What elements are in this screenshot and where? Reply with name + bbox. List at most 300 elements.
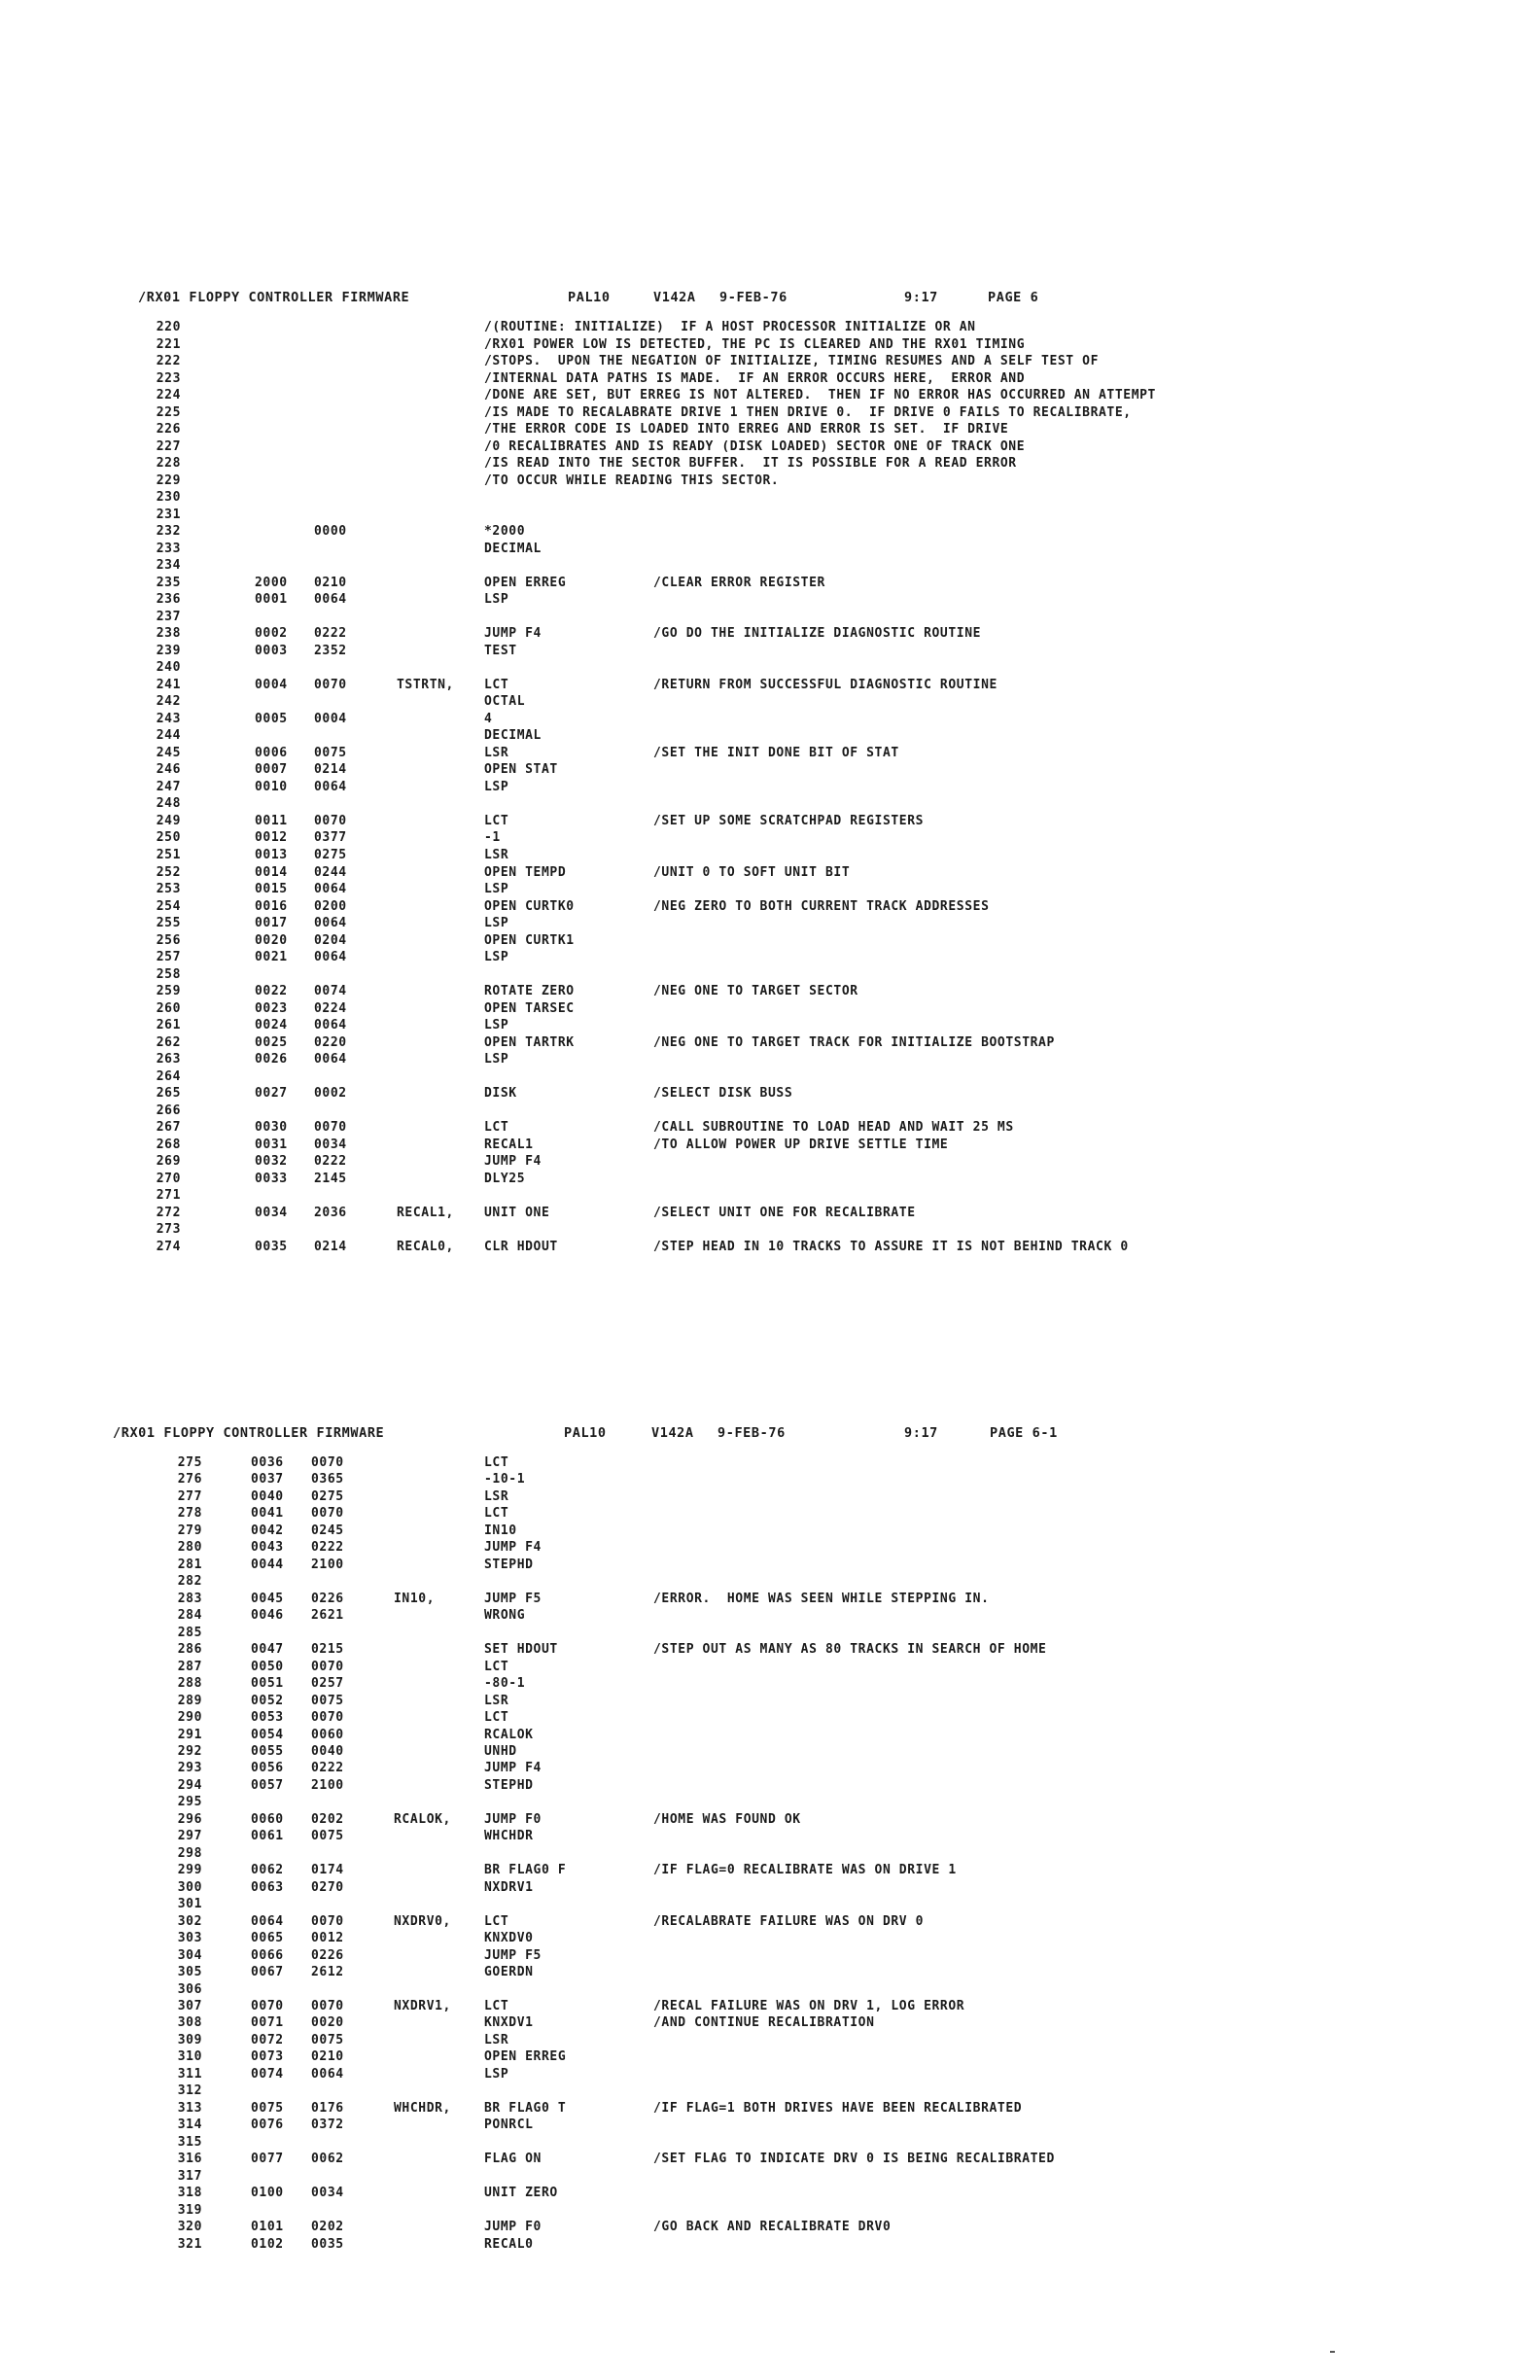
label: WHCHDR, bbox=[394, 2100, 451, 2116]
listing-line bbox=[0, 1239, 1540, 1256]
code: /IS READ INTO THE SECTOR BUFFER. IT IS POSSIBLE FOR A READ ERROR bbox=[484, 456, 1017, 472]
octal-value: 0176 bbox=[311, 2100, 344, 2116]
line-number: 280 bbox=[177, 1540, 202, 1556]
location: 0030 bbox=[255, 1120, 288, 1136]
code: LSP bbox=[484, 779, 509, 794]
listing-line bbox=[0, 336, 1540, 354]
listing-line bbox=[0, 1930, 1540, 1946]
line-number: 273 bbox=[156, 1222, 181, 1238]
code: LSR bbox=[484, 1693, 509, 1708]
line-number: 223 bbox=[156, 370, 181, 386]
listing-line bbox=[0, 2168, 1540, 2185]
line-number: 239 bbox=[156, 643, 181, 658]
octal-value: 0064 bbox=[314, 950, 347, 965]
octal-value: 0275 bbox=[311, 1488, 344, 1504]
line-number: 314 bbox=[177, 2118, 202, 2133]
line-number: 303 bbox=[177, 1931, 202, 1946]
octal-value: 0070 bbox=[311, 1506, 344, 1522]
code: LSP bbox=[484, 2066, 509, 2082]
listing-line bbox=[0, 779, 1540, 796]
comment: /NEG ONE TO TARGET TRACK FOR INITIALIZE BOOTSTRAP bbox=[653, 1034, 1055, 1050]
code: BR FLAG0 T bbox=[484, 2100, 567, 2116]
listing-line bbox=[0, 1913, 1540, 1930]
octal-value: 0075 bbox=[311, 1693, 344, 1708]
listing-line bbox=[0, 2014, 1540, 2031]
location: 0071 bbox=[251, 2015, 284, 2031]
comment: /RECAL FAILURE WAS ON DRV 1, LOG ERROR bbox=[653, 1999, 965, 2013]
line-number: 229 bbox=[156, 472, 181, 488]
listing-line bbox=[0, 438, 1540, 456]
location: 0025 bbox=[255, 1034, 288, 1050]
code: LCT bbox=[484, 1913, 509, 1929]
listing-line bbox=[0, 1659, 1540, 1675]
listing-line bbox=[0, 1522, 1540, 1539]
octal-value: 0075 bbox=[311, 1829, 344, 1844]
listing-title: /RX01 FLOPPY CONTROLLER FIRMWARE bbox=[138, 290, 410, 305]
comment: /IF FLAG=1 BOTH DRIVES HAVE BEEN RECALIBRATED bbox=[653, 2100, 1023, 2116]
code: /RX01 POWER LOW IS DETECTED, THE PC IS CLEARED AND THE RX01 TIMING bbox=[484, 336, 1026, 352]
code: /0 RECALIBRATES AND IS READY (DISK LOADED) SECTOR ONE OF TRACK ONE bbox=[484, 438, 1026, 454]
code: LSR bbox=[484, 745, 509, 760]
line-number: 232 bbox=[156, 524, 181, 540]
octal-value: 2352 bbox=[314, 643, 347, 658]
line-number: 263 bbox=[156, 1052, 181, 1068]
listing-time: 9:17 bbox=[904, 1425, 938, 1441]
listing-line bbox=[0, 2032, 1540, 2048]
listing-line bbox=[0, 1981, 1540, 1998]
line-number: 300 bbox=[177, 1879, 202, 1895]
line-number: 309 bbox=[177, 2032, 202, 2048]
listing-line bbox=[0, 1777, 1540, 1794]
line-number: 224 bbox=[156, 388, 181, 403]
listing-date: 9-FEB-76 bbox=[719, 290, 788, 305]
listing-line bbox=[0, 353, 1540, 370]
octal-value: 0064 bbox=[314, 882, 347, 897]
comment: /SET FLAG TO INDICATE DRV 0 IS BEING RECALIBRATED bbox=[653, 2152, 1055, 2167]
listing-line bbox=[0, 643, 1540, 660]
code: UNHD bbox=[484, 1743, 517, 1759]
line-number: 237 bbox=[156, 609, 181, 624]
octal-value: 0070 bbox=[314, 813, 347, 828]
code: RECAL1 bbox=[484, 1137, 534, 1152]
listing-line bbox=[0, 898, 1540, 916]
octal-value: 0275 bbox=[314, 847, 347, 862]
listing-line bbox=[0, 813, 1540, 830]
line-number: 320 bbox=[177, 2220, 202, 2235]
listing-line bbox=[0, 983, 1540, 1000]
line-number: 240 bbox=[156, 660, 181, 676]
listing-line bbox=[0, 404, 1540, 422]
listing-line bbox=[0, 1137, 1540, 1154]
code: IN10 bbox=[484, 1522, 517, 1538]
code: LCT bbox=[484, 1659, 509, 1674]
line-number: 276 bbox=[177, 1472, 202, 1488]
octal-value: 2145 bbox=[314, 1171, 347, 1186]
listing-line bbox=[0, 1998, 1540, 2014]
location: 0003 bbox=[255, 643, 288, 658]
listing-line bbox=[0, 829, 1540, 847]
line-number: 243 bbox=[156, 711, 181, 726]
code: -80-1 bbox=[484, 1676, 526, 1692]
listing-line bbox=[0, 1488, 1540, 1505]
line-number: 250 bbox=[156, 830, 181, 846]
listing-line bbox=[0, 1727, 1540, 1743]
octal-value: 0214 bbox=[314, 762, 347, 778]
listing-line bbox=[0, 1000, 1540, 1018]
code: KNXDV0 bbox=[484, 1931, 534, 1946]
code: STEPHD bbox=[484, 1557, 534, 1572]
line-number: 319 bbox=[177, 2202, 202, 2218]
assembler-version: V142A bbox=[653, 290, 696, 305]
listing-line bbox=[0, 609, 1540, 626]
listing-line bbox=[0, 2082, 1540, 2099]
octal-value: 0224 bbox=[314, 1000, 347, 1016]
code: DECIMAL bbox=[484, 728, 542, 744]
listing-line bbox=[0, 2117, 1540, 2133]
octal-value: 0002 bbox=[314, 1086, 347, 1102]
code: JUMP F4 bbox=[484, 626, 542, 642]
line-number: 287 bbox=[177, 1659, 202, 1674]
code: LSP bbox=[484, 916, 509, 931]
line-number: 234 bbox=[156, 558, 181, 574]
octal-value: 0062 bbox=[311, 2152, 344, 2167]
location: 0007 bbox=[255, 762, 288, 778]
code: GOERDN bbox=[484, 1965, 534, 1980]
octal-value: 0000 bbox=[314, 524, 347, 540]
line-number: 286 bbox=[177, 1642, 202, 1658]
listing-line bbox=[0, 1221, 1540, 1239]
location: 0102 bbox=[251, 2236, 284, 2252]
octal-value: 0204 bbox=[314, 932, 347, 948]
location: 0024 bbox=[255, 1018, 288, 1033]
octal-value: 0202 bbox=[311, 2220, 344, 2235]
line-number: 253 bbox=[156, 882, 181, 897]
listing-line bbox=[0, 1034, 1540, 1052]
code: TEST bbox=[484, 643, 517, 658]
line-number: 254 bbox=[156, 898, 181, 914]
line-number: 315 bbox=[177, 2134, 202, 2150]
location: 0013 bbox=[255, 847, 288, 862]
listing-line bbox=[0, 711, 1540, 728]
location: 0021 bbox=[255, 950, 288, 965]
code: OPEN ERREG bbox=[484, 575, 567, 590]
listing-line bbox=[0, 659, 1540, 677]
listing-line bbox=[0, 387, 1540, 404]
code: 4 bbox=[484, 711, 493, 726]
line-number: 296 bbox=[177, 1811, 202, 1827]
code: LCT bbox=[484, 1710, 509, 1726]
line-number: 316 bbox=[177, 2152, 202, 2167]
label: IN10, bbox=[394, 1591, 436, 1606]
line-number: 278 bbox=[177, 1506, 202, 1522]
line-number: 313 bbox=[177, 2100, 202, 2116]
listing-line bbox=[0, 1828, 1540, 1844]
location: 0070 bbox=[251, 1999, 284, 2013]
line-number: 301 bbox=[177, 1897, 202, 1912]
listing-line bbox=[0, 677, 1540, 694]
location: 0022 bbox=[255, 984, 288, 999]
line-number: 302 bbox=[177, 1913, 202, 1929]
line-number: 282 bbox=[177, 1574, 202, 1590]
line-number: 299 bbox=[177, 1863, 202, 1878]
code: JUMP F5 bbox=[484, 1591, 542, 1606]
location: 0050 bbox=[251, 1659, 284, 1674]
octal-value: 0020 bbox=[311, 2015, 344, 2031]
location: 0010 bbox=[255, 779, 288, 794]
comment: /RETURN FROM SUCCESSFUL DIAGNOSTIC ROUTINE bbox=[653, 677, 998, 692]
listing-line bbox=[0, 421, 1540, 438]
location: 0016 bbox=[255, 898, 288, 914]
line-number: 248 bbox=[156, 796, 181, 812]
line-number: 242 bbox=[156, 694, 181, 710]
location: 0043 bbox=[251, 1540, 284, 1556]
line-number: 277 bbox=[177, 1488, 202, 1504]
code: DLY25 bbox=[484, 1171, 526, 1186]
code: LCT bbox=[484, 813, 509, 828]
code: SET HDOUT bbox=[484, 1642, 558, 1658]
listing-line bbox=[0, 1205, 1540, 1222]
octal-value: 2621 bbox=[311, 1608, 344, 1624]
code: PONRCL bbox=[484, 2118, 534, 2133]
listing-line bbox=[0, 1641, 1540, 1658]
octal-value: 0070 bbox=[314, 1120, 347, 1136]
listing-line bbox=[0, 881, 1540, 898]
code: /TO OCCUR WHILE READING THIS SECTOR. bbox=[484, 472, 780, 488]
line-number: 264 bbox=[156, 1068, 181, 1084]
listing-line bbox=[0, 472, 1540, 490]
code: LSR bbox=[484, 847, 509, 862]
octal-value: 2100 bbox=[311, 1777, 344, 1793]
code: /DONE ARE SET, BUT ERREG IS NOT ALTERED. THEN IF NO ERROR HAS OCCURRED AN ATTEMPT bbox=[484, 388, 1156, 403]
octal-value: 0070 bbox=[314, 677, 347, 692]
location: 0042 bbox=[251, 1522, 284, 1538]
listing-line bbox=[0, 1811, 1540, 1828]
code: LSP bbox=[484, 1018, 509, 1033]
code: OPEN CURTK1 bbox=[484, 932, 575, 948]
comment: /STEP OUT AS MANY AS 80 TRACKS IN SEARCH OF HOME bbox=[653, 1642, 1047, 1658]
line-number: 311 bbox=[177, 2066, 202, 2082]
octal-value: 0034 bbox=[311, 2186, 344, 2201]
code: RCALOK bbox=[484, 1727, 534, 1742]
listing-line bbox=[0, 541, 1540, 558]
octal-value: 0174 bbox=[311, 1863, 344, 1878]
location: 0023 bbox=[255, 1000, 288, 1016]
listing-rows bbox=[0, 1454, 1540, 2253]
comment: /RECALABRATE FAILURE WAS ON DRV 0 bbox=[653, 1913, 925, 1929]
listing-date: 9-FEB-76 bbox=[718, 1425, 786, 1441]
location: 0051 bbox=[251, 1676, 284, 1692]
code: -10-1 bbox=[484, 1472, 526, 1488]
location: 0075 bbox=[251, 2100, 284, 2116]
comment: /SELECT DISK BUSS bbox=[653, 1086, 793, 1102]
line-number: 308 bbox=[177, 2015, 202, 2031]
listing-line bbox=[0, 1896, 1540, 1912]
octal-value: 0064 bbox=[314, 1018, 347, 1033]
line-number: 274 bbox=[156, 1239, 181, 1254]
listing-line bbox=[0, 795, 1540, 813]
listing-line bbox=[0, 1743, 1540, 1760]
line-number: 295 bbox=[177, 1795, 202, 1810]
location: 0026 bbox=[255, 1052, 288, 1068]
octal-value: 0074 bbox=[314, 984, 347, 999]
line-number: 279 bbox=[177, 1522, 202, 1538]
location: 0060 bbox=[251, 1811, 284, 1827]
line-number: 252 bbox=[156, 864, 181, 880]
line-number: 310 bbox=[177, 2049, 202, 2065]
octal-value: 0075 bbox=[311, 2032, 344, 2048]
listing-line bbox=[0, 2151, 1540, 2167]
location: 0065 bbox=[251, 1931, 284, 1946]
code: LCT bbox=[484, 1999, 509, 2013]
octal-value: 0070 bbox=[311, 1710, 344, 1726]
code: LCT bbox=[484, 677, 509, 692]
line-number: 245 bbox=[156, 745, 181, 760]
octal-value: 0075 bbox=[314, 745, 347, 760]
label: NXDRV1, bbox=[394, 1999, 451, 2013]
line-number: 233 bbox=[156, 541, 181, 556]
location: 0036 bbox=[251, 1455, 284, 1470]
listing-line bbox=[0, 2185, 1540, 2201]
line-number: 231 bbox=[156, 507, 181, 522]
comment: /GO DO THE INITIALIZE DIAGNOSTIC ROUTINE bbox=[653, 626, 982, 642]
assembler-name: PAL10 bbox=[568, 290, 611, 305]
listing-line bbox=[0, 370, 1540, 388]
code: LCT bbox=[484, 1455, 509, 1470]
octal-value: 0365 bbox=[311, 1472, 344, 1488]
octal-value: 0202 bbox=[311, 1811, 344, 1827]
octal-value: 0372 bbox=[311, 2118, 344, 2133]
octal-value: 0070 bbox=[311, 1913, 344, 1929]
code: /STOPS. UPON THE NEGATION OF INITIALIZE, TIMING RESUMES AND A SELF TEST OF bbox=[484, 354, 1099, 369]
line-number: 259 bbox=[156, 984, 181, 999]
line-number: 235 bbox=[156, 575, 181, 590]
listing-line bbox=[0, 1947, 1540, 1964]
line-number: 294 bbox=[177, 1777, 202, 1793]
code: LSR bbox=[484, 2032, 509, 2048]
listing-page-6-1 bbox=[0, 1425, 1540, 2253]
listing-line bbox=[0, 591, 1540, 609]
octal-value: 0070 bbox=[311, 1455, 344, 1470]
listing-line bbox=[0, 1693, 1540, 1709]
line-number: 283 bbox=[177, 1591, 202, 1606]
listing-line bbox=[0, 2066, 1540, 2082]
listing-line bbox=[0, 1557, 1540, 1573]
page-speck bbox=[1330, 2351, 1335, 2353]
code: OPEN TARSEC bbox=[484, 1000, 575, 1016]
octal-value: 0064 bbox=[311, 2066, 344, 2082]
code: OPEN ERREG bbox=[484, 2049, 567, 2065]
location: 0035 bbox=[255, 1239, 288, 1254]
line-number: 321 bbox=[177, 2236, 202, 2252]
code: WHCHDR bbox=[484, 1829, 534, 1844]
line-number: 270 bbox=[156, 1171, 181, 1186]
comment: /GO BACK AND RECALIBRATE DRV0 bbox=[653, 2220, 892, 2235]
code: JUMP F5 bbox=[484, 1947, 542, 1963]
listing-line bbox=[0, 2100, 1540, 2117]
line-number: 284 bbox=[177, 1608, 202, 1624]
location: 0006 bbox=[255, 745, 288, 760]
octal-value: 0040 bbox=[311, 1743, 344, 1759]
line-number: 220 bbox=[156, 320, 181, 334]
line-number: 244 bbox=[156, 728, 181, 744]
octal-value: 0070 bbox=[311, 1659, 344, 1674]
line-number: 241 bbox=[156, 677, 181, 692]
line-number: 251 bbox=[156, 847, 181, 862]
listing-line bbox=[0, 1471, 1540, 1488]
code: *2000 bbox=[484, 524, 526, 540]
code: JUMP F4 bbox=[484, 1154, 542, 1170]
octal-value: 0210 bbox=[311, 2049, 344, 2065]
octal-value: 0226 bbox=[311, 1947, 344, 1963]
line-number: 290 bbox=[177, 1710, 202, 1726]
listing-line bbox=[0, 2202, 1540, 2219]
line-number: 266 bbox=[156, 1102, 181, 1118]
octal-value: 0034 bbox=[314, 1137, 347, 1152]
listing-line bbox=[0, 1709, 1540, 1726]
octal-value: 0222 bbox=[311, 1761, 344, 1776]
comment: /HOME WAS FOUND OK bbox=[653, 1811, 801, 1827]
line-number: 265 bbox=[156, 1086, 181, 1102]
line-number: 255 bbox=[156, 916, 181, 931]
assembler-name: PAL10 bbox=[564, 1425, 607, 1441]
line-number: 238 bbox=[156, 626, 181, 642]
listing-page-6 bbox=[0, 290, 1540, 1255]
location: 0101 bbox=[251, 2220, 284, 2235]
comment: /STEP HEAD IN 10 TRACKS TO ASSURE IT IS NOT BEHIND TRACK 0 bbox=[653, 1239, 1129, 1254]
location: 0074 bbox=[251, 2066, 284, 2082]
location: 0037 bbox=[251, 1472, 284, 1488]
page-number: PAGE 6 bbox=[988, 290, 1039, 305]
location: 0052 bbox=[251, 1693, 284, 1708]
location: 0053 bbox=[251, 1710, 284, 1726]
octal-value: 0064 bbox=[314, 592, 347, 608]
octal-value: 0004 bbox=[314, 711, 347, 726]
code: ROTATE ZERO bbox=[484, 984, 575, 999]
comment: /IF FLAG=0 RECALIBRATE WAS ON DRIVE 1 bbox=[653, 1863, 957, 1878]
line-number: 293 bbox=[177, 1761, 202, 1776]
listing-line bbox=[0, 1102, 1540, 1120]
listing-line bbox=[0, 1171, 1540, 1188]
code: JUMP F4 bbox=[484, 1540, 542, 1556]
listing-line bbox=[0, 1119, 1540, 1137]
location: 0072 bbox=[251, 2032, 284, 2048]
location: 0040 bbox=[251, 1488, 284, 1504]
listing-time: 9:17 bbox=[904, 290, 938, 305]
page-header bbox=[0, 1425, 1540, 1443]
octal-value: 0215 bbox=[311, 1642, 344, 1658]
listing-line bbox=[0, 1017, 1540, 1034]
listing-line bbox=[0, 2134, 1540, 2151]
location: 0001 bbox=[255, 592, 288, 608]
octal-value: 0200 bbox=[314, 898, 347, 914]
line-number: 305 bbox=[177, 1965, 202, 1980]
label: RECAL1, bbox=[397, 1205, 454, 1220]
code: UNIT ONE bbox=[484, 1205, 550, 1220]
line-number: 221 bbox=[156, 336, 181, 352]
octal-value: 0226 bbox=[311, 1591, 344, 1606]
code: LSP bbox=[484, 1052, 509, 1068]
line-number: 236 bbox=[156, 592, 181, 608]
location: 0012 bbox=[255, 830, 288, 846]
listing-line bbox=[0, 1153, 1540, 1171]
listing-line bbox=[0, 1862, 1540, 1878]
line-number: 268 bbox=[156, 1137, 181, 1152]
listing-title: /RX01 FLOPPY CONTROLLER FIRMWARE bbox=[113, 1425, 385, 1441]
location: 0027 bbox=[255, 1086, 288, 1102]
octal-value: 0245 bbox=[311, 1522, 344, 1538]
location: 0066 bbox=[251, 1947, 284, 1963]
listing-line bbox=[0, 1675, 1540, 1692]
